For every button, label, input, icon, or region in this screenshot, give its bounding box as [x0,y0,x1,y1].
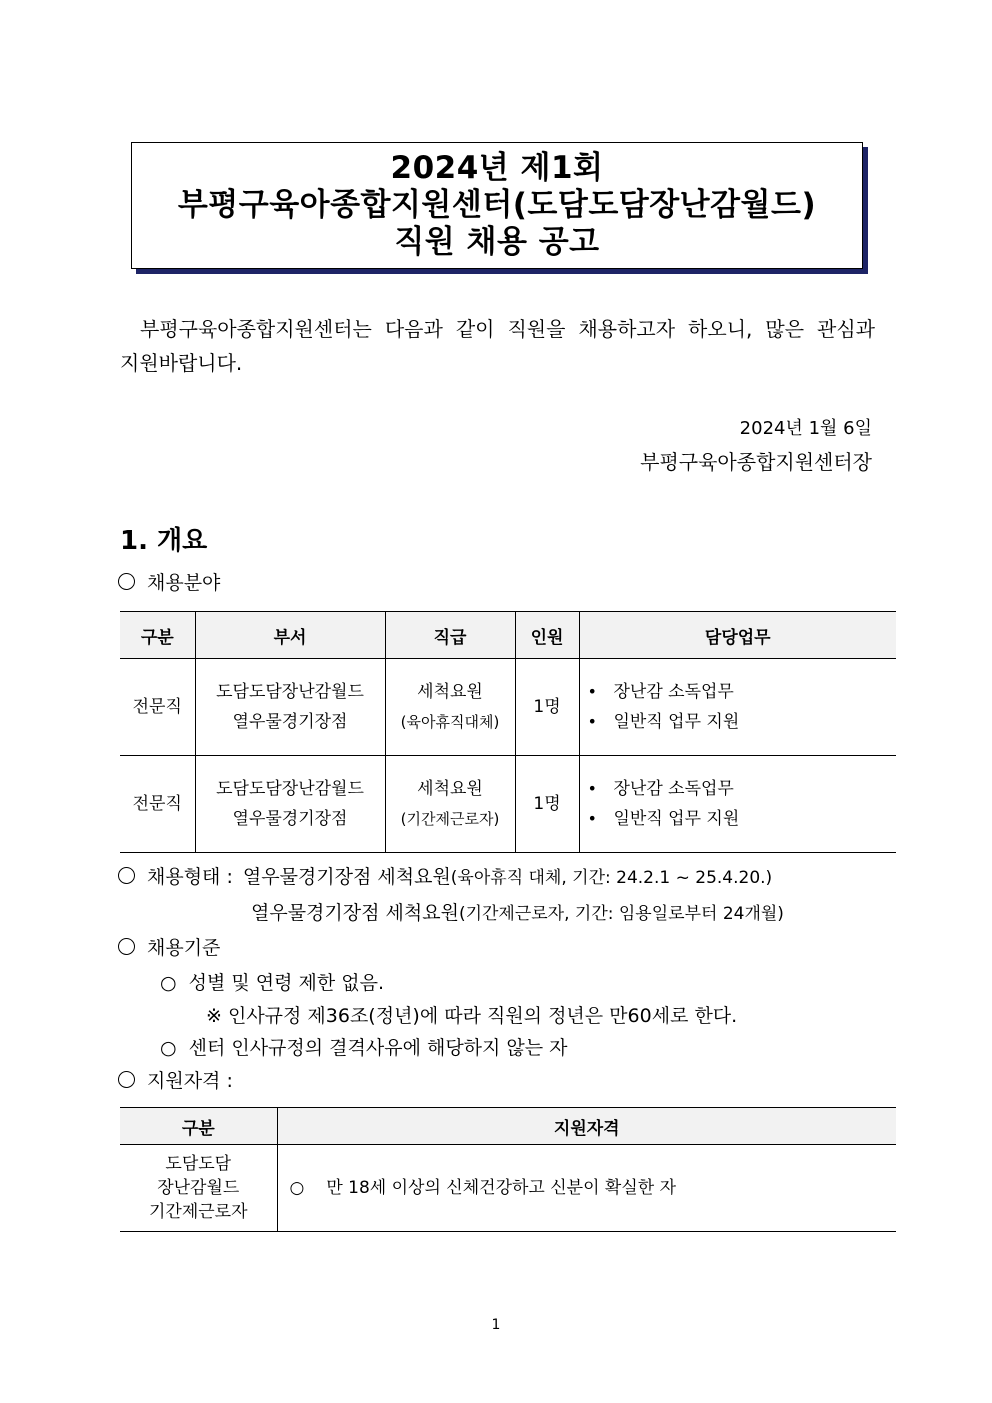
employment-type-main-1: 열우물경기장점 세척요원 [242,866,451,888]
intro-paragraph: 부평구육아종합지원센터는 다음과 같이 직원을 채용하고자 하오니, 많은 관심과 지원바랍니다. [120,317,875,375]
circle-bullet-icon [118,573,135,590]
qualification-table [120,1107,896,1232]
cell-requirement [277,1145,896,1232]
category-line: 도담도담 [165,1154,232,1174]
notice-title-box [131,142,863,269]
criteria-subitem-2 [160,1033,568,1060]
criteria-subitem-1 [160,968,384,995]
cell-rank [385,659,515,756]
duty-item [588,707,896,737]
duty-text: 일반직 업무 지원 [613,809,740,829]
duty-text: 장난감 소독업무 [613,682,734,702]
criteria-label: 채용기준 [147,937,221,959]
employment-type-item-2 [251,898,784,925]
small-circle-icon: ○ [289,1178,305,1198]
header-qualification: 지원자격 [277,1108,896,1145]
rank-title: 세척요원 [417,779,483,799]
duty-item [588,774,896,804]
cell-category: 전문직 [120,659,195,756]
criteria-item [118,933,220,960]
rank-note: (육아휴직대체) [400,713,500,731]
rank-title: 세척요원 [417,682,483,702]
cell-count: 1명 [515,756,579,853]
cell-category: 전문직 [120,756,195,853]
department-branch: 열우물경기장점 [232,712,348,732]
department-branch: 열우물경기장점 [232,809,348,829]
title-line-2: 부평구육아종합지원센터(도담도담장난감월드) [177,187,817,223]
circle-bullet-icon [118,1071,135,1088]
title-line-1: 2024년 제1회 [390,150,604,186]
employment-type-main-2: 열우물경기장점 세척요원 [251,902,459,924]
header-category: 구분 [120,1108,277,1145]
table-row [120,756,896,853]
qualification-label: 지원자격 : [147,1070,233,1092]
cell-count: 1명 [515,659,579,756]
duty-text: 일반직 업무 지원 [613,712,740,732]
circle-bullet-icon [118,938,135,955]
signature: 부평구육아종합지원센터장 [640,450,872,474]
category-line: 장난감월드 [157,1178,240,1198]
section-heading: 1. 개요 [120,526,208,556]
duty-text: 장난감 소독업무 [613,779,734,799]
header-duties: 담당업무 [579,612,896,659]
duty-item [588,804,896,834]
department-line: 도담도담장난감월드 [216,682,364,702]
announcement-date: 2024년 1월 6일 [739,418,872,439]
cell-rank [385,756,515,853]
circle-bullet-icon [118,867,135,884]
employment-type-label: 채용형태 : [147,866,233,888]
small-circle-icon: ○ [160,1037,177,1059]
employment-type-detail-2: (기간제근로자, 기간: 임용일로부터 24개월) [458,904,784,924]
small-circle-icon: ○ [160,972,177,994]
bullet-dot-icon: • [587,809,597,828]
duty-item [588,677,896,707]
table-row [120,659,896,756]
department-line: 도담도담장난감월드 [216,779,364,799]
cell-duties [579,659,896,756]
table-header-row [120,1108,896,1145]
category-line: 기간제근로자 [148,1202,248,1222]
criteria-note: ※ 인사규정 제36조(정년)에 따라 직원의 정년은 만60세로 한다. [206,1005,738,1027]
table-header-row [120,612,896,659]
recruitment-table [120,611,896,853]
qualification-item [118,1066,233,1093]
cell-category [120,1145,277,1232]
header-department: 부서 [195,612,385,659]
employment-type-detail-1: (육아휴직 대체, 기간: 24.2.1 ~ 25.4.20.) [450,868,773,888]
bullet-dot-icon: • [587,682,597,701]
bullet-dot-icon: • [587,712,597,731]
header-category: 구분 [120,612,195,659]
header-rank: 직급 [385,612,515,659]
cell-duties [579,756,896,853]
requirement-text: 만 18세 이상의 신체건강하고 신분이 확실한 자 [326,1178,676,1198]
recruit-field-item [118,568,220,595]
criteria-text-2: 센터 인사규정의 결격사유에 해당하지 않는 자 [188,1037,568,1059]
criteria-text-1: 성별 및 연령 제한 없음. [188,972,384,994]
employment-type-item [118,862,772,889]
header-count: 인원 [515,612,579,659]
table-row [120,1145,896,1232]
bullet-dot-icon: • [587,779,597,798]
title-line-3: 직원 채용 공고 [394,224,600,260]
recruit-field-label: 채용분야 [147,572,221,594]
cell-department [195,659,385,756]
rank-note: (기간제근로자) [400,810,500,828]
page-number: 1 [491,1317,501,1333]
cell-department [195,756,385,853]
